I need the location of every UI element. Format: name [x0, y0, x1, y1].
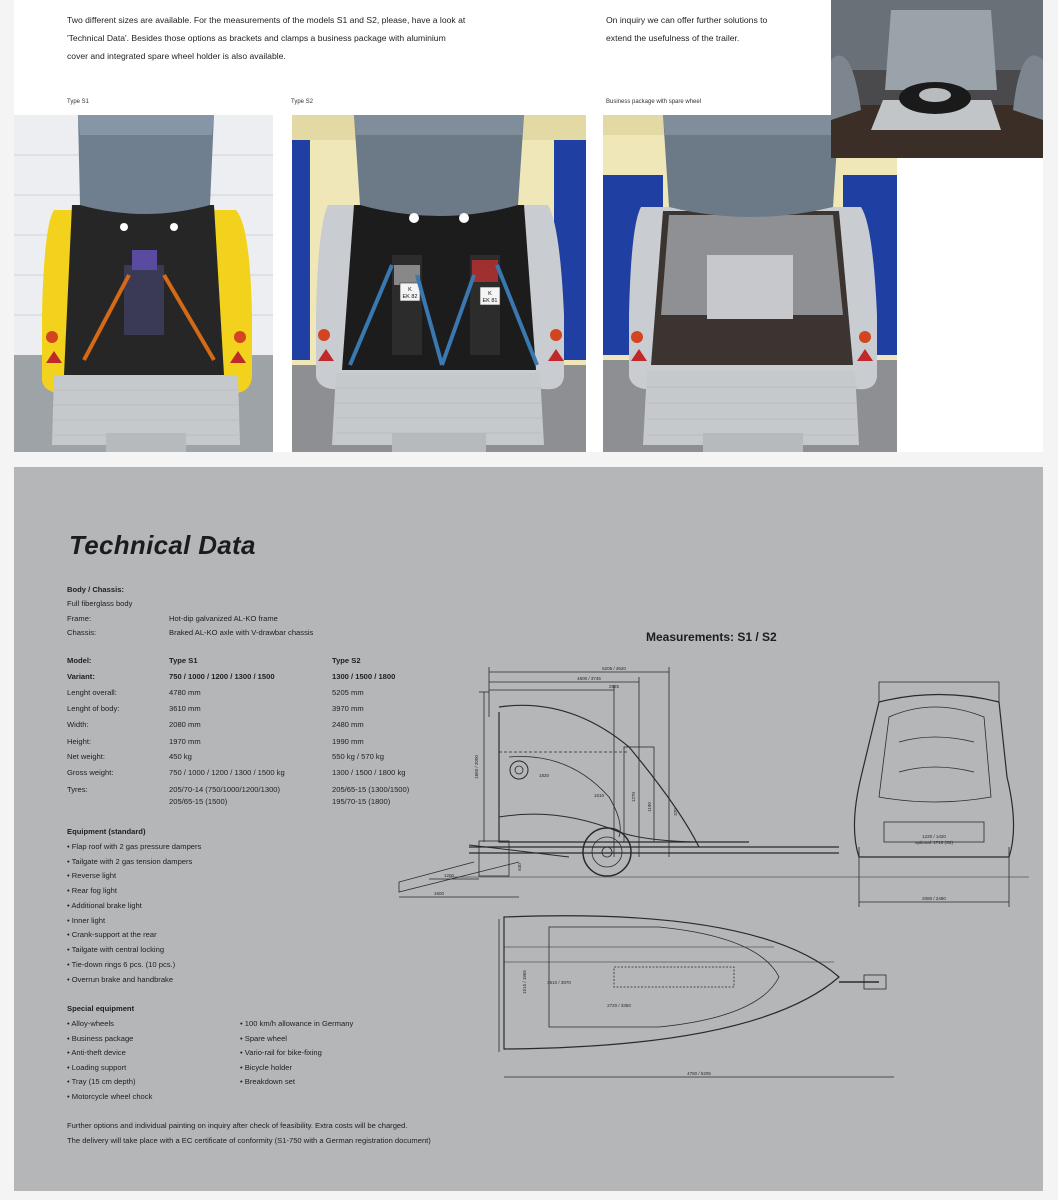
- equipment-item: • Overrun brake and handbrake: [67, 975, 174, 984]
- spec-label: Lenght of body:: [67, 704, 120, 713]
- spec-s1: 3610 mm: [169, 704, 201, 713]
- equipment-item: • Reverse light: [67, 871, 117, 880]
- special-item: • Motorcycle wheel chock: [67, 1092, 153, 1101]
- frame-label: Frame:: [67, 614, 92, 623]
- special-item: • 100 km/h allowance in Germany: [240, 1019, 354, 1028]
- special-item: • Vario-rail for bike-fixing: [240, 1048, 322, 1057]
- special-item: • Alloy-wheels: [67, 1019, 114, 1028]
- intro-line: cover and integrated spare wheel holder is also available.: [67, 51, 286, 61]
- caption-business-package: Business package with spare wheel: [606, 99, 702, 105]
- spec-label: Lenght overall:: [67, 688, 117, 697]
- spec-s2: 3970 mm: [332, 704, 364, 713]
- intro-text-left: [67, 11, 587, 65]
- chassis-value: Braked AL-KO axle with V-drawbar chassis: [169, 628, 314, 637]
- body-line: Full fiberglass body: [67, 599, 133, 608]
- dim-label: 4600 / 3745: [577, 676, 601, 681]
- spec-s1: 1970 mm: [169, 737, 201, 746]
- equipment-item: • Rear fog light: [67, 886, 117, 895]
- spec-label: Height:: [67, 737, 92, 746]
- equipment-item: • Flap roof with 2 gas pressure dampers: [67, 842, 202, 851]
- svg-text:EK 81: EK 81: [482, 298, 498, 304]
- intro-text-right: [606, 11, 821, 47]
- spec-label: Variant:: [67, 672, 95, 681]
- equipment-item: • Crank-support at the rear: [67, 930, 157, 939]
- spec-label: Model:: [67, 656, 92, 665]
- spec-s2: 5205 mm: [332, 688, 364, 697]
- special-item: • Anti-theft device: [67, 1048, 126, 1057]
- intro-line: extend the usefulness of the trailer.: [606, 33, 740, 43]
- spec-s1: 750 / 1000 / 1200 / 1300 / 1500 kg: [169, 768, 285, 777]
- dim-label: 1190: [647, 802, 652, 812]
- footer-note: Further options and individual painting on inquiry after check of feasibility. Extra costs will be charged.: [67, 1121, 408, 1130]
- equipment-item: • Tie-down rings 6 pcs. (10 pcs.): [67, 960, 176, 969]
- photo-type-s2: [292, 115, 586, 452]
- dim-label: 1515 / 1865: [522, 970, 527, 994]
- chassis-label: Chassis:: [67, 628, 97, 637]
- intro-line: 'Technical Data'. Besides those options as brackets and clamps a business package with aluminium: [67, 33, 446, 43]
- technical-data-page: [14, 467, 1043, 1191]
- license-plate-right: K: [488, 291, 492, 297]
- dim-label: 370: [673, 808, 678, 816]
- dim-label: optional: 1710 (S2): [914, 840, 954, 845]
- equipment-item: • Additional brake light: [67, 901, 142, 910]
- spec-s1: 750 / 1000 / 1200 / 1300 / 1500: [169, 672, 275, 681]
- spec-label: Tyres:: [67, 785, 88, 794]
- special-item: • Bicycle holder: [240, 1063, 293, 1072]
- special-equipment-heading: Special equipment: [67, 1004, 135, 1013]
- dim-label: 1510: [593, 793, 605, 798]
- special-item: • Loading support: [67, 1063, 127, 1072]
- spec-label: Width:: [67, 720, 89, 729]
- photo-business-package: [603, 115, 897, 452]
- dim-label: 5205 / 4620: [602, 666, 626, 671]
- dim-label: 3610 / 3970: [547, 980, 571, 985]
- spec-s2: 195/70-15 (1800): [332, 797, 391, 806]
- technical-data-title: Technical Data: [69, 530, 256, 560]
- dim-label: 1220 / 1420: [922, 834, 946, 839]
- spec-s1: 205/70-14 (750/1000/1200/1300): [169, 785, 281, 794]
- dim-label: 640: [517, 863, 522, 871]
- spec-s2: Type S2: [332, 656, 361, 665]
- dim-label: 1820: [538, 773, 550, 778]
- dim-label: 4780 / 5205: [687, 1071, 711, 1076]
- spec-s2: 1990 mm: [332, 737, 364, 746]
- dim-label: 1270: [631, 791, 636, 803]
- dim-label: 1200: [443, 873, 455, 878]
- special-item: • Tray (15 cm depth): [67, 1077, 136, 1086]
- trailer-technical-drawing: [379, 657, 1029, 1107]
- svg-text:EK 82: EK 82: [402, 294, 418, 300]
- dim-label: 2080 / 2480: [922, 896, 946, 901]
- spec-label: Gross weight:: [67, 768, 114, 777]
- spec-s2: 550 kg / 570 kg: [332, 752, 384, 761]
- dim-label: 2720 / 3350: [607, 1003, 631, 1008]
- special-item: • Breakdown set: [240, 1077, 295, 1086]
- spec-s1: Type S1: [169, 656, 198, 665]
- dim-label: 1860 / 2000: [474, 755, 479, 779]
- footer-note: The delivery will take place with a EC certificate of conformity (S1-750 with a German registration document): [67, 1136, 431, 1145]
- spec-s2: 1300 / 1500 / 1800 kg: [332, 768, 406, 777]
- top-page: [14, 0, 1043, 452]
- caption-type-s2: Type S2: [291, 99, 314, 105]
- intro-line: On inquiry we can offer further solutions to: [606, 15, 768, 25]
- equipment-item: • Tailgate with central locking: [67, 945, 165, 954]
- spec-s1: 450 kg: [169, 752, 192, 761]
- spec-s2: 1300 / 1500 / 1800: [332, 672, 396, 681]
- special-item: • Business package: [67, 1034, 134, 1043]
- spec-s1: 2080 mm: [169, 720, 201, 729]
- photo-spare-wheel: [831, 0, 1043, 158]
- equipment-heading: Equipment (standard): [67, 827, 146, 836]
- license-plate-left: K: [408, 287, 412, 293]
- spec-s1: 205/65-15 (1500): [169, 797, 228, 806]
- equipment-item: • Tailgate with 2 gas tension dampers: [67, 857, 193, 866]
- intro-line: Two different sizes are available. For the measurements of the models S1 and S2, please, have a look at: [67, 15, 466, 25]
- equipment-item: • Inner light: [67, 916, 106, 925]
- measurements-title: Measurements: S1 / S2: [646, 630, 777, 644]
- caption-type-s1: Type S1: [67, 99, 90, 105]
- special-item: • Spare wheel: [240, 1034, 287, 1043]
- spec-label: Net weight:: [67, 752, 105, 761]
- dim-label: 1600: [433, 891, 445, 896]
- spec-s1: 4780 mm: [169, 688, 201, 697]
- body-chassis-heading: Body / Chassis:: [67, 585, 124, 594]
- photo-type-s1: [14, 115, 273, 452]
- spec-s2: 2480 mm: [332, 720, 364, 729]
- frame-value: Hot-dip galvanized AL-KO frame: [169, 614, 278, 623]
- dim-label: 2925: [608, 684, 620, 689]
- spec-s2: 205/65-15 (1300/1500): [332, 785, 410, 794]
